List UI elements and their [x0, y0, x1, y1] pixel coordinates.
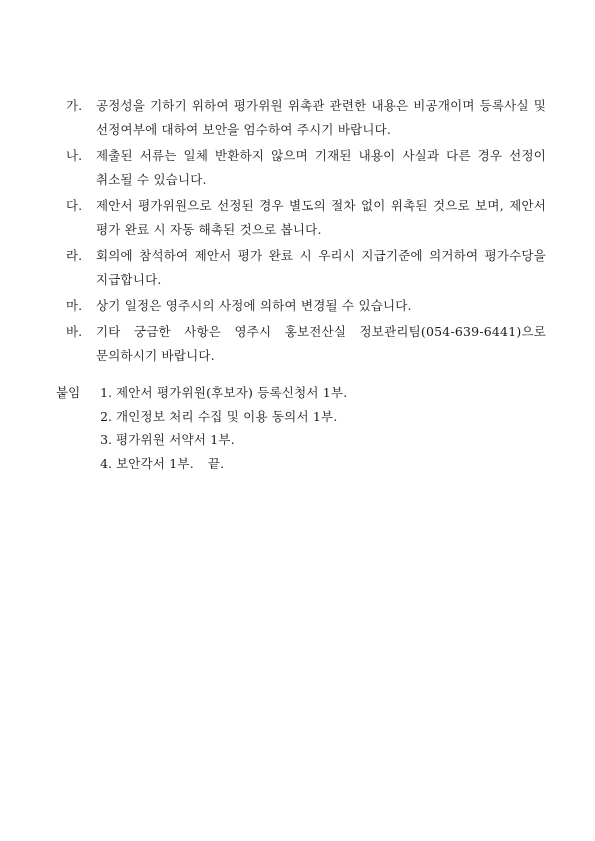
notice-text: 제안서 평가위원으로 선정된 경우 별도의 절차 없이 위촉된 것으로 보며, 제안서 평가 완료 시 자동 해촉된 것으로 봅니다. [96, 198, 546, 237]
attachment-number: 1. [100, 385, 112, 400]
attachment-row [56, 381, 536, 405]
notice-item [66, 294, 546, 318]
notice-text: 기타 궁금한 사항은 영주시 홍보전산실 정보관리팀(054-639-6441)으로 문의하시기 바랍니다. [96, 324, 546, 363]
notice-list [66, 94, 546, 370]
notice-text: 공정성을 기하기 위하여 평가위원 위촉관 관련한 내용은 비공개이며 등록사실 및 선정여부에 대하여 보안을 엄수하여 주시기 바랍니다. [96, 98, 546, 137]
notice-text: 제출된 서류는 일체 반환하지 않으며 기재된 내용이 사실과 다른 경우 선정이 취소될 수 있습니다. [96, 148, 546, 187]
attachment-number: 4. [100, 455, 112, 471]
attachment-text: 보안각서 1부. [116, 455, 194, 471]
end-mark: 끝. [207, 455, 225, 471]
attachment-row [56, 452, 536, 476]
attachments-section [56, 381, 536, 475]
notice-marker: 바. [66, 324, 83, 339]
notice-item [66, 144, 546, 192]
attachment-number: 2. [100, 408, 112, 424]
notice-item [66, 244, 546, 292]
notice-marker: 라. [66, 248, 83, 263]
notice-text: 회의에 참석하여 제안서 평가 완료 시 우리시 지급기준에 의거하여 평가수당을 지급합니다. [96, 248, 546, 287]
notice-item [66, 320, 546, 368]
attachment-row [56, 405, 536, 429]
attachment-text: 개인정보 처리 수집 및 이용 동의서 1부. [116, 408, 338, 424]
attachments-heading: 붙임 [56, 385, 81, 400]
attachment-number: 3. [100, 432, 112, 447]
notice-marker: 나. [66, 148, 83, 163]
attachment-row [56, 428, 536, 452]
notice-item [66, 94, 546, 142]
notice-text: 상기 일정은 영주시의 사정에 의하여 변경될 수 있습니다. [96, 298, 412, 313]
notice-marker: 가. [66, 98, 83, 113]
attachment-text: 제안서 평가위원(후보자) 등록신청서 1부. [116, 385, 348, 400]
attachment-text: 평가위원 서약서 1부. [116, 432, 235, 447]
notice-marker: 다. [66, 198, 83, 213]
notice-item [66, 194, 546, 242]
notice-marker: 마. [66, 298, 83, 313]
